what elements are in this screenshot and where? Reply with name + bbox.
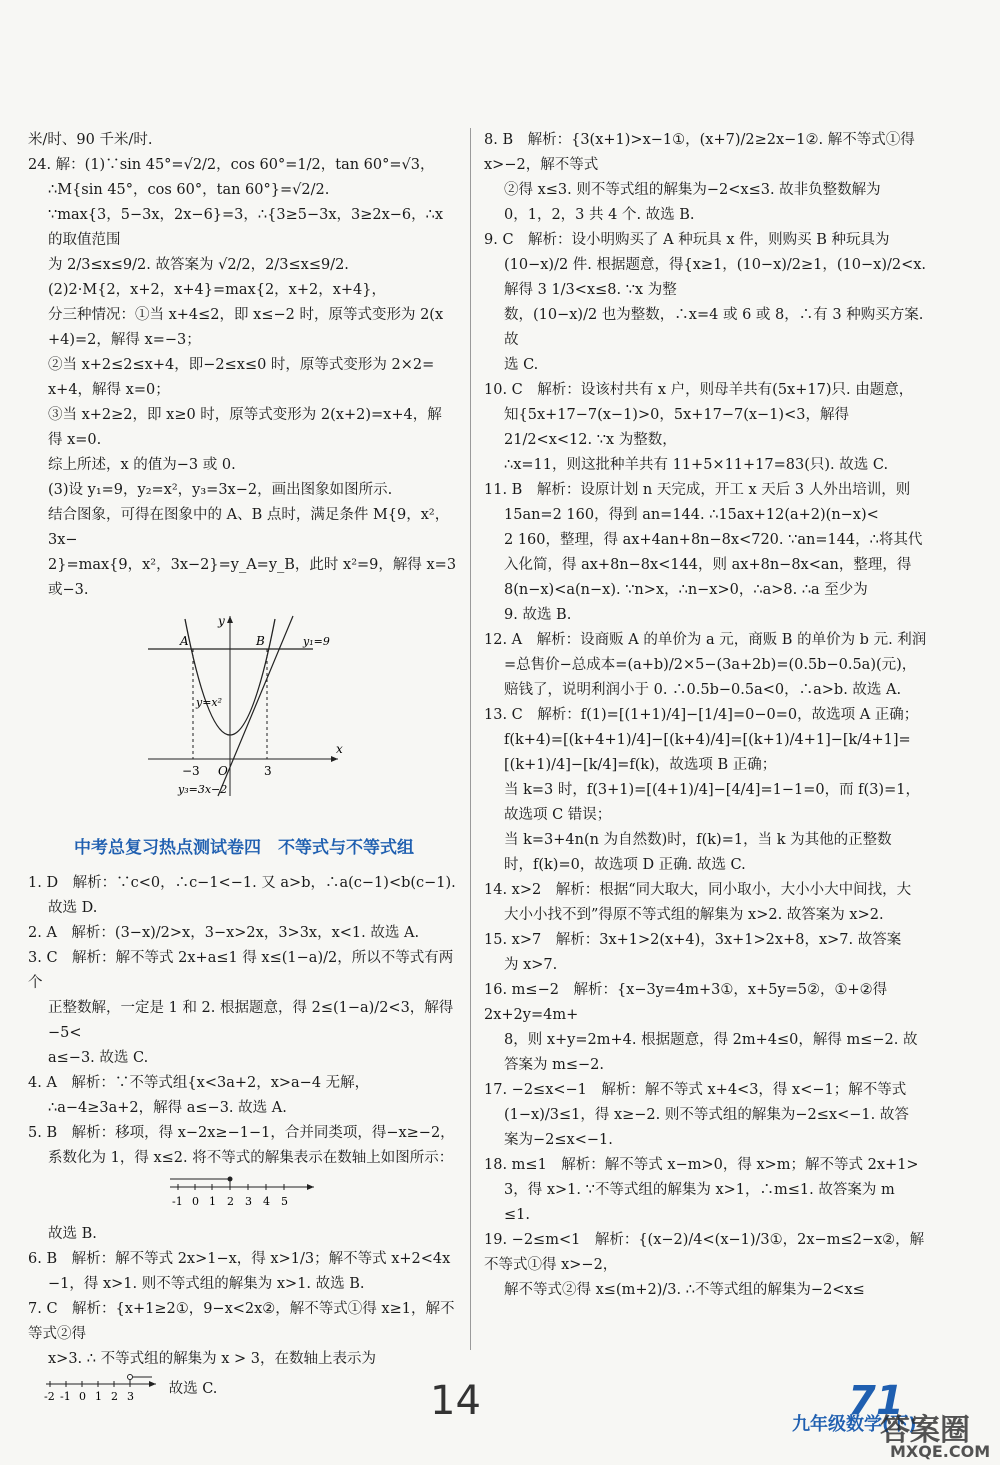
answer-line: 解不等式②得 x≤(m+2)/3. ∴不等式组的解集为−2<x≤: [504, 1282, 865, 1298]
answer-line: (1−x)/3≤1，得 x≥−2. 则不等式组的解集为−2≤x<−1. 故答: [504, 1107, 909, 1123]
answer-line: 数，(10−x)/2 也为整数，∴x=4 或 6 或 8，∴有 3 种购买方案. 故: [504, 307, 924, 348]
page-number: 71: [848, 1378, 904, 1424]
answer-line: =总售价−总成本=(a+b)/2×5−(3a+2b)=(0.5b−0.5a)(元)，: [504, 657, 917, 673]
answer-line: 9. 故选 B.: [504, 607, 572, 623]
section-title: 中考总复习热点测试卷四 不等式与不等式组: [74, 838, 414, 858]
text-line: x+4，解得 x=0；: [48, 382, 170, 398]
answer-line: ②得 x≤3. 则不等式组的解集为−2<x≤3. 故非负整数解为: [504, 182, 881, 198]
answer-line: 15. x>7 解析：3x+1>2(x+4)，3x+1>2x+8，x>7. 故答案: [484, 932, 902, 948]
answer-line: 入化简，得 ax+8n−8x<144，则 ax+8n−8x<an，整理，得: [504, 557, 912, 573]
answer-line: 9. C 解析：设小明购买了 A 种玩具 x 件，则购买 B 种玩具为: [484, 232, 890, 248]
graph-label: y₃=3x−2: [178, 783, 228, 796]
function-graph: [138, 611, 348, 801]
answer-line: 4. A 解析：∵不等式组{x<3a+2，x>a−4 无解，: [28, 1075, 370, 1091]
answer-line: 知{5x+17−7(x−1)>0，5x+17−7(x−1)<3，解得 21/2<x<12. ∵x 为整数，: [504, 407, 849, 448]
answer-line: 6. B 解析：解不等式 2x>1−x，得 x>1/3；解不等式 x+2<4x: [28, 1251, 451, 1267]
answer-line: 故选 B.: [48, 1226, 97, 1242]
answer-line: 11. B 解析：设原计划 n 天完成，开工 x 天后 3 人外出培训，则: [484, 482, 911, 498]
tick-label: 1: [95, 1390, 102, 1403]
text-line: 结合图象，可得在图象中的 A、B 点时，满足条件 M{9，x²，3x−: [48, 507, 450, 548]
text-line: 得 x=0.: [48, 432, 102, 448]
graph-label: y: [218, 614, 225, 628]
answer-line: 案为−2≤x<−1.: [504, 1132, 613, 1148]
answer-line: 15an=2 160，得到 an=144. ∴15ax+12(a+2)(n−x)<: [504, 507, 879, 523]
graph-label: 3: [264, 764, 272, 778]
answer-line: 0，1，2，3 共 4 个. 故选 B.: [504, 207, 695, 223]
answer-line: 故选 D.: [48, 900, 98, 916]
graph-label: A: [180, 634, 189, 648]
answer-line: 13. C 解析：f(1)=[(1+1)/4]−[1/4]=0−0=0，故选项 A 正确；: [484, 707, 919, 723]
answer-line: 2. A 解析：(3−x)/2>x，3−x>2x，3>3x，x<1. 故选 A.: [28, 925, 420, 941]
tick-label: 5: [281, 1195, 288, 1208]
answer-line: 12. A 解析：设商贩 A 的单价为 a 元，商贩 B 的单价为 b 元. 利润: [484, 632, 927, 648]
text-line: 为 2/3≤x≤9/2. 故答案为 √2/2，2/3≤x≤9/2.: [48, 257, 349, 273]
handwritten-page-number: 14: [430, 1378, 481, 1424]
answer-line: 8，则 x+y=2m+4. 根据题意，得 2m+4≤0，解得 m≤−2. 故: [504, 1032, 918, 1048]
text-line: 米/时、90 千米/时.: [28, 132, 153, 148]
tick-label: -2: [44, 1390, 55, 1403]
text-line: (2)2·M{2，x+2，x+4}=max{2，x+2，x+4}，: [48, 282, 387, 298]
answer-line: f(k+4)=[(k+4+1)/4]−[(k+4)/4]=[(k+1)/4+1]−[k/4+1]=: [504, 732, 911, 748]
answer-line: x>3. ∴ 不等式组的解集为 x > 3，在数轴上表示为: [48, 1351, 376, 1367]
text-line: ∵max{3，5−3x，2x−6}=3，∴{3≥5−3x，3≥2x−6，∴x 的取值范围: [48, 207, 444, 248]
answer-line: 2 160，整理，得 ax+4an+8n−8x<720. ∵an=144，∴将其代: [504, 532, 923, 548]
answer-line: ∴x=11，则这批种羊共有 11+5×11+17=83(只). 故选 C.: [504, 457, 889, 473]
answer-line: 大小小找不到”得原不等式组的解集为 x>2. 故答案为 x>2.: [504, 907, 884, 923]
answer-line: 19. −2≤m<1 解析：{(x−2)/4<(x−1)/3①，2x−m≤2−x②，解不等式①得 x>−2，: [484, 1232, 925, 1273]
text-line: 24. 解：(1)∵sin 45°=√2/2，cos 60°=1/2，tan 60°=√3，: [28, 157, 435, 173]
tick-label: -1: [60, 1390, 71, 1403]
tick-label: 3: [127, 1390, 134, 1403]
answer-line: 17. −2≤x<−1 解析：解不等式 x+4<3，得 x<−1；解不等式: [484, 1082, 907, 1098]
answer-line: 8. B 解析：{3(x+1)>x−1①，(x+7)/2≥2x−1②. 解不等式①得 x>−2，解不等式: [484, 132, 915, 173]
graph-label: y₁=9: [303, 635, 330, 648]
answer-line: 正整数解，一定是 1 和 2. 根据题意，得 2≤(1−a)/2<3，解得−5<: [48, 1000, 454, 1041]
left-column: [28, 128, 460, 1406]
answer-line: 14. x>2 解析：根据“同大取大，同小取小，大小小大中间找，大: [484, 882, 912, 898]
answer-line: 时，f(k)=0，故选项 D 正确. 故选 C.: [504, 857, 746, 873]
tick-label: 2: [111, 1390, 118, 1403]
text-line: 2}=max{9，x²，3x−2}=y_A=y_B，此时 x²=9，解得 x=3 或−3.: [48, 557, 457, 598]
number-line-1: [168, 1175, 318, 1209]
answer-line: 3，得 x>1. ∵不等式组的解集为 x>1，∴m≤1. 故答案为 m: [504, 1182, 895, 1198]
answer-line: 故选 C.: [168, 1381, 218, 1397]
text-line: ②当 x+2≤2≤x+4，即−2≤x≤0 时，原等式变形为 2×2=: [48, 357, 435, 373]
watermark-logo: 答案圈: [880, 1413, 970, 1448]
answer-line: a≤−3. 故选 C.: [48, 1050, 149, 1066]
tick-label: 2: [227, 1195, 234, 1208]
answer-line: (10−x)/2 件. 根据题意，得{x≥1，(10−x)/2≥1，(10−x)/2<x. 解得 3 1/3<x≤8. ∵x 为整: [504, 257, 927, 298]
answer-line: 10. C 解析：设该村共有 x 户，则母羊共有(5x+17)只. 由题意，: [484, 382, 914, 398]
right-column: [484, 128, 932, 1303]
answer-line: 5. B 解析：移项，得 x−2x≥−1−1，合并同类项，得−x≥−2，: [28, 1125, 455, 1141]
answer-line: −1，得 x>1. 则不等式组的解集为 x>1. 故选 B.: [48, 1276, 365, 1292]
answer-line: 当 k=3 时，f(3+1)=[(4+1)/4]−[4/4]=1−1=0，而 f(3)=1，: [504, 782, 920, 798]
answer-line: 18. m≤1 解析：解不等式 x−m>0，得 x>m；解不等式 2x+1>: [484, 1157, 919, 1173]
answer-line: 3. C 解析：解不等式 2x+a≤1 得 x≤(1−a)/2，所以不等式有两个: [28, 950, 454, 991]
answer-line: ∴a−4≥3a+2，解得 a≤−3. 故选 A.: [48, 1100, 287, 1116]
answer-line: 1. D 解析：∵c<0，∴c−1<−1. 又 a>b，∴a(c−1)<b(c−1).: [28, 875, 456, 891]
answer-line: 当 k=3+4n(n 为自然数)时，f(k)=1，当 k 为其他的正整数: [504, 832, 892, 848]
answer-line: ≤1.: [504, 1207, 530, 1223]
graph-label: O: [218, 764, 228, 778]
answer-line: 故选项 C 错误；: [504, 807, 612, 823]
graph-label: −3: [182, 764, 200, 778]
watermark-url: MXQE.COM: [890, 1442, 991, 1461]
text-line: 综上所述，x 的值为−3 或 0.: [48, 457, 236, 473]
column-divider: [470, 128, 471, 1350]
answer-line: 答案为 m≤−2.: [504, 1057, 604, 1073]
text-line: ∴M{sin 45°，cos 60°，tan 60°}=√2/2.: [48, 182, 330, 198]
answer-line-with-numline: [28, 1372, 460, 1406]
tick-label: 0: [79, 1390, 86, 1403]
answer-line: 为 x>7.: [504, 957, 558, 973]
graph-label: B: [256, 634, 265, 648]
tick-label: 4: [263, 1195, 270, 1208]
answer-line: 8(n−x)<a(n−x). ∵n>x，∴n−x>0，∴a>8. ∴a 至少为: [504, 582, 868, 598]
text-line: ③当 x+2≥2，即 x≥0 时，原等式变形为 2(x+2)=x+4，解: [48, 407, 442, 423]
text-line: +4)=2，解得 x=−3；: [48, 332, 201, 348]
tick-label: 3: [245, 1195, 252, 1208]
answer-line: [(k+1)/4]−[k/4]=f(k)，故选项 B 正确；: [504, 757, 777, 773]
tick-label: 1: [209, 1195, 216, 1208]
text-line: 分三种情况：①当 x+4≤2，即 x≤−2 时，原等式变形为 2(x: [48, 307, 444, 323]
answer-line: 系数化为 1，得 x≤2. 将不等式的解集表示在数轴上如图所示：: [48, 1150, 454, 1166]
tick-label: 0: [192, 1195, 199, 1208]
book-label: 九年级数学(下): [792, 1414, 917, 1435]
text-line: (3)设 y₁=9，y₂=x²，y₃=3x−2，画出图象如图所示.: [48, 482, 393, 498]
answer-line: 赔钱了，说明利润小于 0. ∴0.5b−0.5a<0，∴a>b. 故选 A.: [504, 682, 902, 698]
graph-label: y=x²: [196, 696, 223, 709]
tick-label: -1: [172, 1195, 183, 1208]
number-line-2: [44, 1374, 164, 1404]
graph-label: x: [336, 742, 343, 756]
answer-line: 选 C.: [504, 357, 539, 373]
answer-line: 7. C 解析：{x+1≥2①，9−x<2x②，解不等式①得 x≥1，解不等式②得: [28, 1301, 455, 1342]
answer-line: 16. m≤−2 解析：{x−3y=4m+3①，x+5y=5②，①+②得 2x+2y=4m+: [484, 982, 888, 1023]
